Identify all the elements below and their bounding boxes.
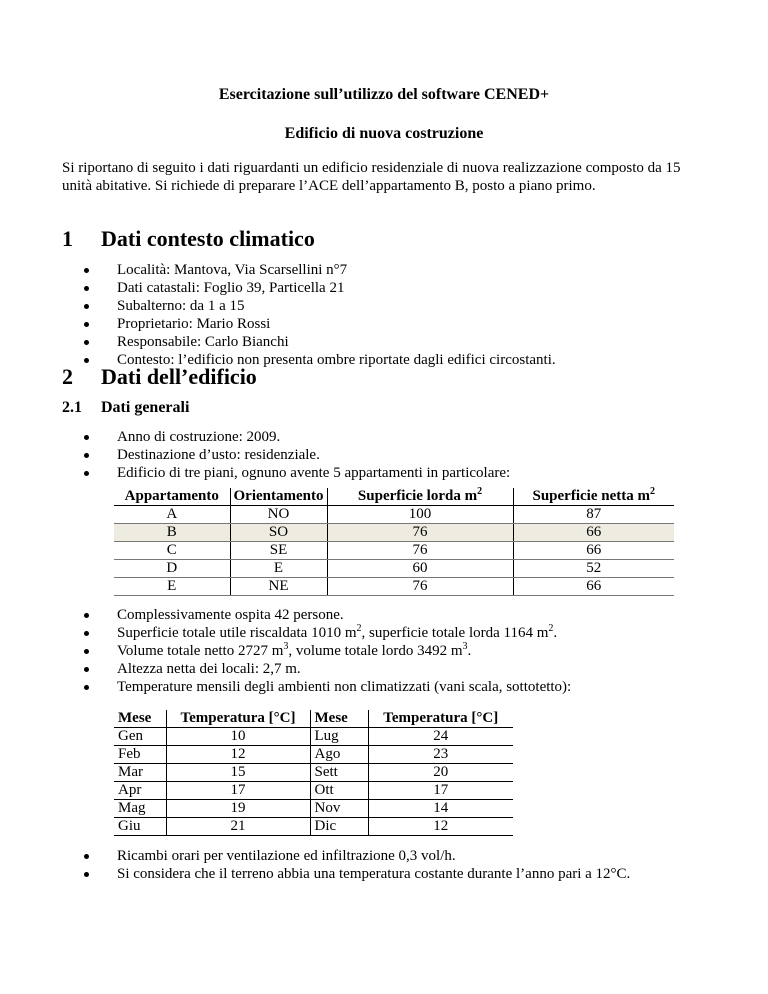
section-2-1-heading bbox=[62, 399, 189, 417]
table-row: A NO 100 87 bbox=[114, 506, 674, 524]
table-row: C SE 76 66 bbox=[114, 542, 674, 560]
section-title: Dati dell’edificio bbox=[101, 364, 257, 389]
column-header: Mese bbox=[114, 710, 166, 728]
table-row: Apr 17 Ott 17 bbox=[114, 782, 513, 800]
table-row: D E 60 52 bbox=[114, 560, 674, 578]
list-item: Dati catastali: Foglio 39, Particella 21 bbox=[84, 279, 556, 297]
monthly-temperatures-table bbox=[114, 710, 513, 836]
column-header: Temperatura [°C] bbox=[368, 710, 513, 728]
table-row: Mag 19 Nov 14 bbox=[114, 800, 513, 818]
section-1-heading bbox=[62, 226, 315, 252]
column-header: Orientamento bbox=[230, 488, 327, 506]
list-item: Località: Mantova, Via Scarsellini n°7 bbox=[84, 261, 556, 279]
list-item: Anno di costruzione: 2009. bbox=[84, 428, 510, 446]
list-item: Edificio di tre piani, ognuno avente 5 appartamenti in particolare: bbox=[84, 464, 510, 482]
section-title: Dati contesto climatico bbox=[101, 226, 315, 251]
list-item: Volume totale netto 2727 $m^3$, volume totale lordo 3492 $m^3$. bbox=[84, 642, 571, 660]
section-title: Dati generali bbox=[101, 399, 190, 416]
intro-paragraph: Si riportano di seguito i dati riguardanti un edificio residenziale di nuova realizzazione composto da 15 unità abitative. Si richiede di preparare l’ACE dell’appartamento B, posto a piano primo. bbox=[62, 160, 681, 194]
final-list bbox=[84, 847, 630, 883]
section-number: 2.1 bbox=[62, 399, 82, 416]
climate-list bbox=[84, 261, 556, 369]
table-row-highlighted: B SO 76 66 bbox=[114, 524, 674, 542]
list-item: Temperature mensili degli ambienti non climatizzati (vani scala, sottotetto): bbox=[84, 678, 571, 696]
section-2-heading bbox=[62, 364, 257, 390]
list-item: Proprietario: Mario Rossi bbox=[84, 315, 556, 333]
apartments-table bbox=[114, 488, 674, 596]
column-header: Superficie lorda $m^2$ bbox=[327, 488, 513, 506]
table-row: Mar 15 Sett 20 bbox=[114, 764, 513, 782]
document-subtitle: Edificio di nuova costruzione bbox=[284, 125, 484, 142]
section-number: 1 bbox=[62, 226, 73, 251]
table-row: Giu 21 Dic 12 bbox=[114, 818, 513, 836]
document-title: Esercitazione sull’utilizzo del software CENED+ bbox=[218, 86, 550, 103]
list-item: Ricambi orari per ventilazione ed infiltrazione 0,3 vol/h. bbox=[84, 847, 630, 865]
list-item: Subalterno: da 1 a 15 bbox=[84, 297, 556, 315]
section-number: 2 bbox=[62, 364, 73, 389]
column-header: Appartamento bbox=[114, 488, 230, 506]
table-row: Gen 10 Lug 24 bbox=[114, 728, 513, 746]
list-item: Responsabile: Carlo Bianchi bbox=[84, 333, 556, 351]
list-item: Superficie totale utile riscaldata 1010 $m^2$, superficie totale lorda 1164 $m^2$. bbox=[84, 624, 571, 642]
table-row: Feb 12 Ago 23 bbox=[114, 746, 513, 764]
column-header: Mese bbox=[310, 710, 368, 728]
list-item: Contesto: l’edificio non presenta ombre riportate dagli edifici circostanti. bbox=[84, 351, 556, 369]
list-item: Destinazione d’usto: residenziale. bbox=[84, 446, 510, 464]
column-header: Superficie netta $m^2$ bbox=[513, 488, 674, 506]
building-data-list bbox=[84, 606, 571, 696]
column-header: Temperatura [°C] bbox=[166, 710, 310, 728]
list-item: Si considera che il terreno abbia una temperatura costante durante l’anno pari a 12°C. bbox=[84, 865, 630, 883]
list-item: Altezza netta dei locali: 2,7 m. bbox=[84, 660, 571, 678]
list-item: Complessivamente ospita 42 persone. bbox=[84, 606, 571, 624]
general-data-list bbox=[84, 428, 510, 482]
table-row: E NE 76 66 bbox=[114, 578, 674, 596]
